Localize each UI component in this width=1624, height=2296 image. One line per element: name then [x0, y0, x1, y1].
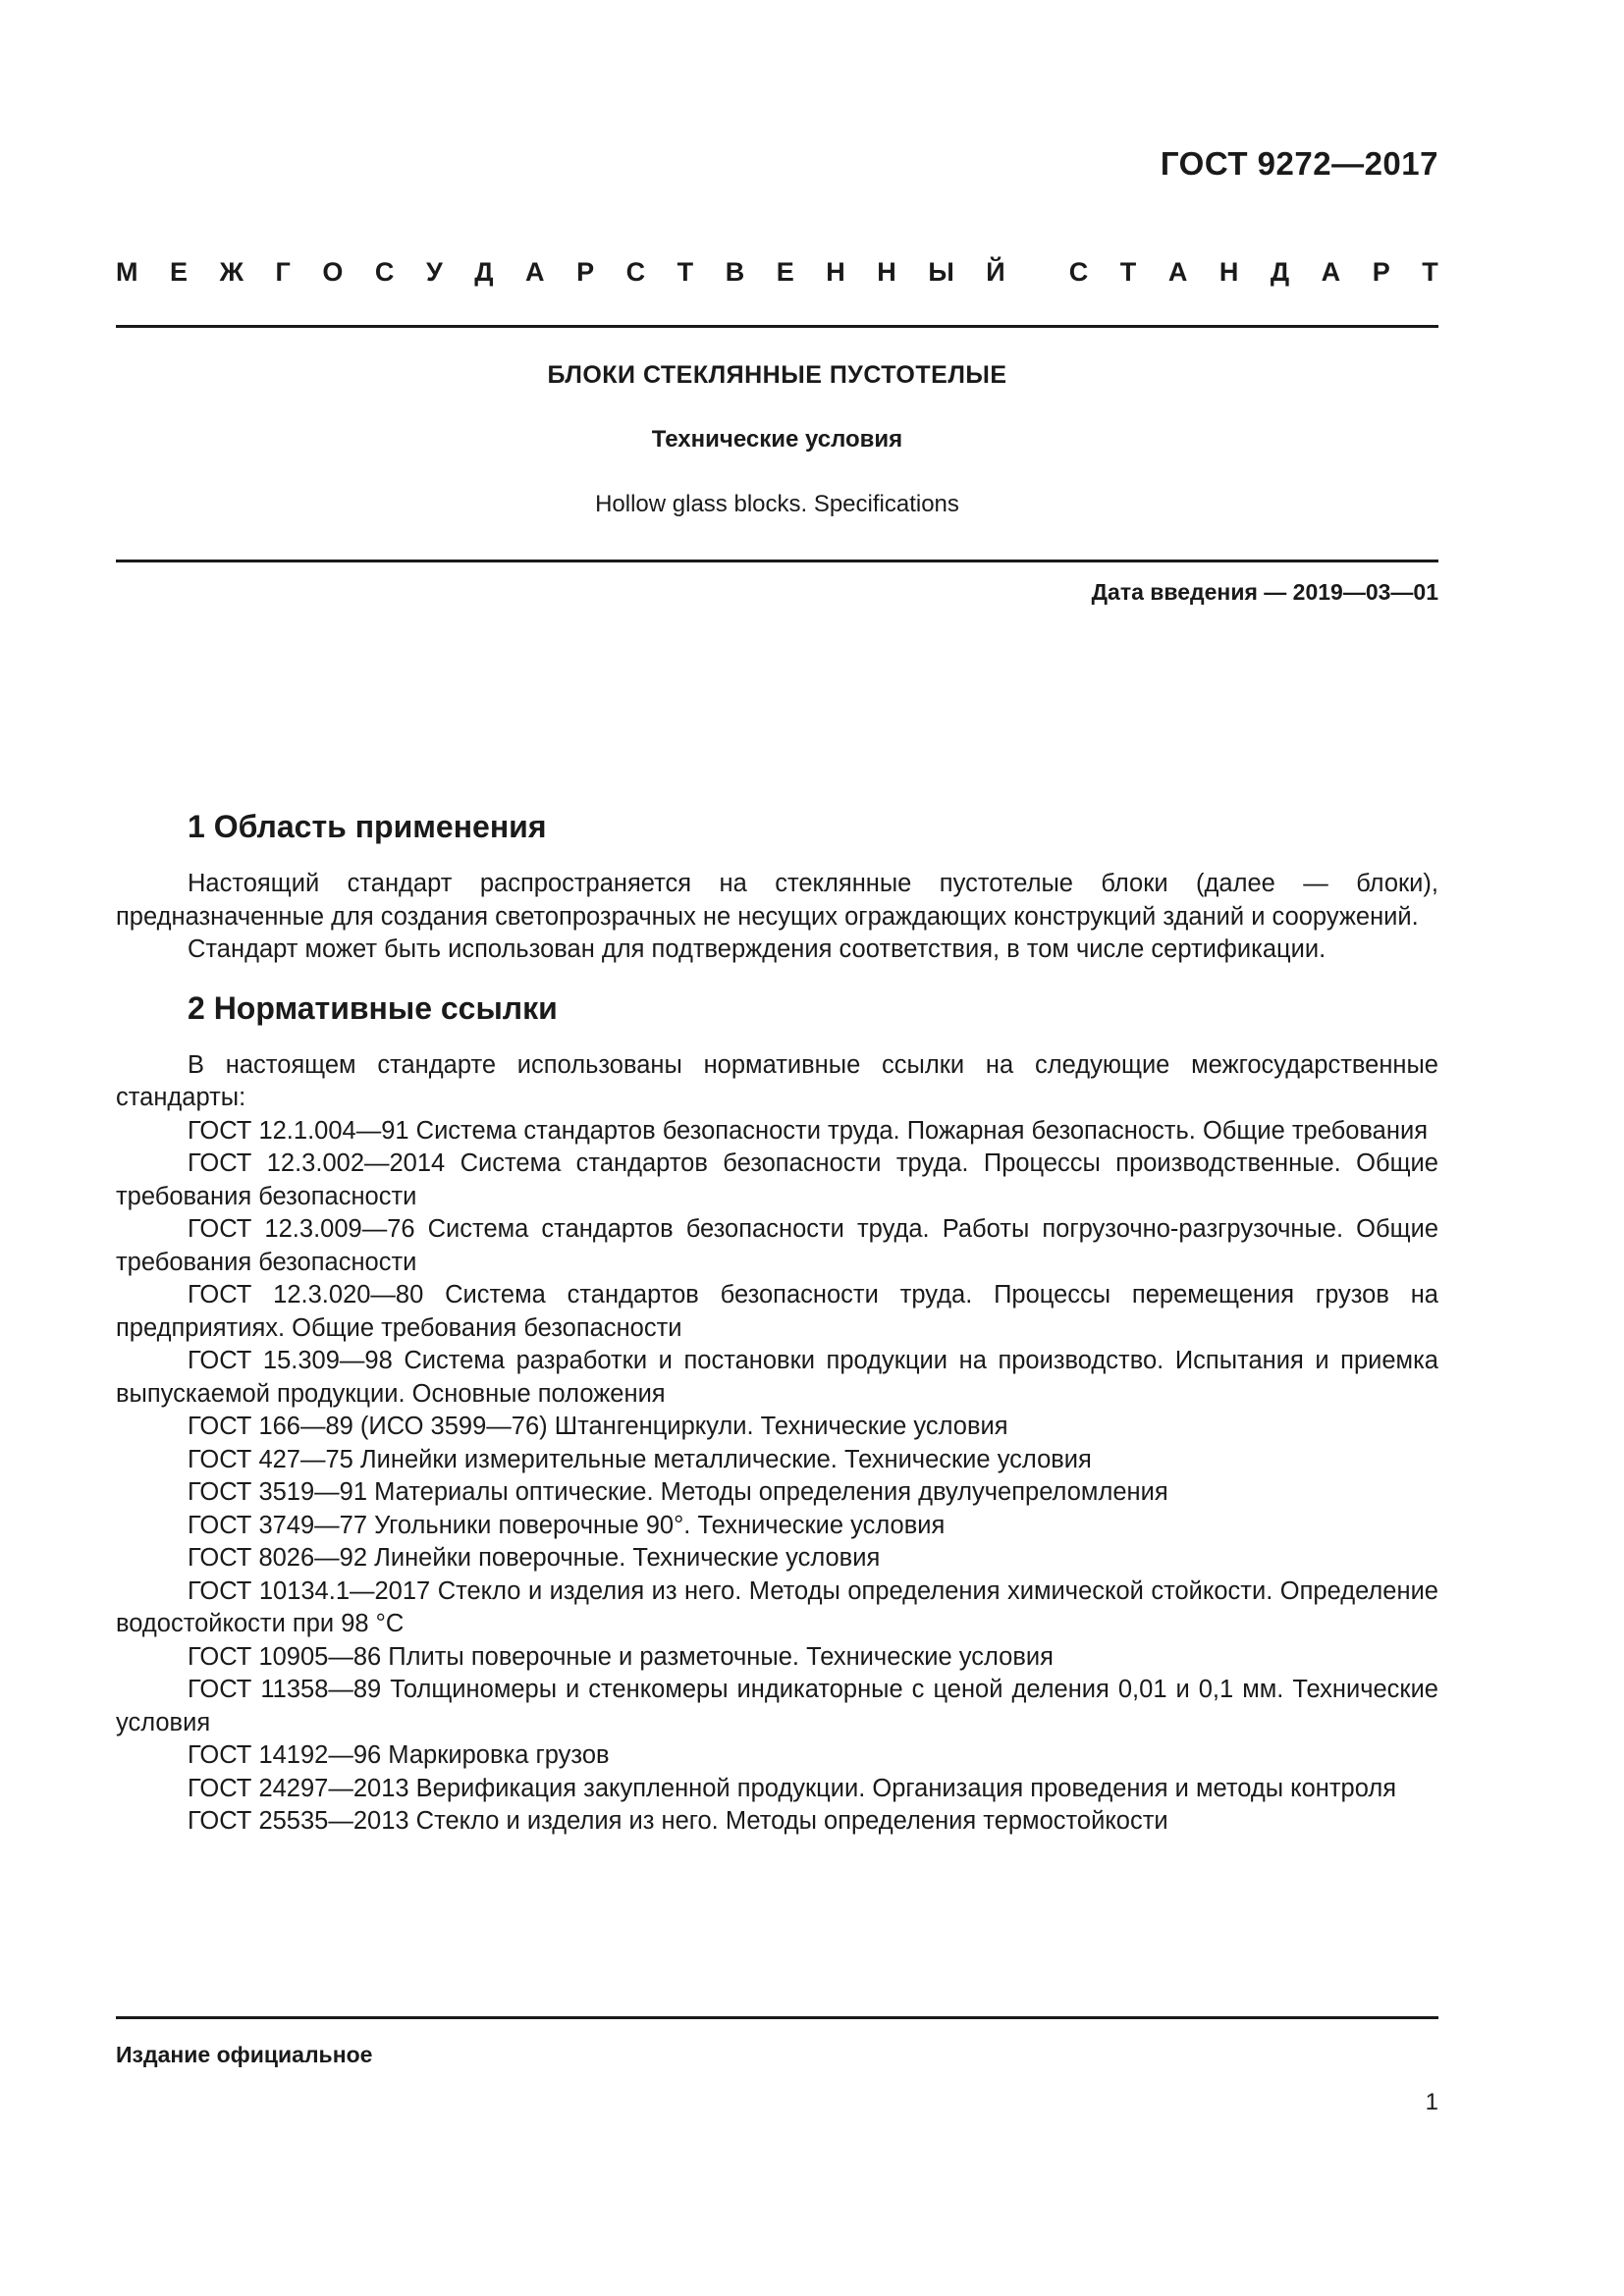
reference-item: ГОСТ 11358—89 Толщиномеры и стенкомеры индикаторные с ценой деления 0,01 и 0,1 мм. Технические условия: [116, 1676, 1438, 1736]
reference-item: ГОСТ 15.309—98 Система разработки и постановки продукции на производство. Испытания и приемка выпускаемой продукции. Основные положения: [116, 1347, 1438, 1408]
section-2-heading: 2 Нормативные ссылки: [188, 989, 558, 1026]
heading-letter: Й: [986, 257, 1005, 287]
heading-letter: Н: [826, 257, 845, 287]
heading-letter: М: [116, 257, 138, 287]
reference-item: ГОСТ 14192—96 Маркировка грузов: [188, 1741, 610, 1769]
reference-item: ГОСТ 12.3.009—76 Система стандартов безопасности труда. Работы погрузочно-разгрузочные. Общие требования безопасности: [116, 1215, 1438, 1276]
document-code: ГОСТ 9272—2017: [1160, 145, 1438, 182]
reference-item: ГОСТ 166—89 (ИСО 3599—76) Штангенциркули. Технические условия: [188, 1413, 1008, 1440]
heading-letter: У: [425, 257, 443, 287]
heading-letter: Т: [1119, 257, 1137, 287]
heading-letter: Г: [275, 257, 291, 287]
heading-letter: Н: [1218, 257, 1239, 287]
official-edition-label: Издание официальное: [116, 2042, 373, 2067]
reference-item: ГОСТ 3749—77 Угольники поверочные 90°. Технические условия: [188, 1511, 946, 1539]
section-1-heading: 1 Область применения: [188, 809, 547, 844]
reference-item: ГОСТ 8026—92 Линейки поверочные. Технические условия: [188, 1544, 881, 1572]
reference-item: ГОСТ 427—75 Линейки измерительные металлические. Технические условия: [188, 1445, 1092, 1473]
document-page: [116, 0, 1438, 2296]
reference-item: ГОСТ 10134.1—2017 Стекло и изделия из него. Методы определения химической стойкости. Определение водостойкости при 98 °С: [116, 1576, 1438, 1637]
heading-letter: Т: [1422, 257, 1438, 287]
document-body: [116, 805, 1438, 1839]
document-title-english: Hollow glass blocks. Specifications: [595, 491, 959, 517]
title-rule: [116, 560, 1438, 562]
section-1-paragraph: Стандарт может быть использован для подтверждения соответствия, в том числе сертификации.: [188, 935, 1326, 963]
reference-item: ГОСТ 10905—86 Плиты поверочные и разметочные. Технические условия: [188, 1642, 1054, 1671]
heading-letter: А: [1321, 257, 1341, 287]
reference-item: ГОСТ 12.3.020—80 Система стандартов безопасности труда. Процессы перемещения грузов на предприятиях. Общие требования безопасности: [116, 1281, 1438, 1342]
section-2-intro: В настоящем стандарте использованы нормативные ссылки на следующие межгосударственные стандарты:: [116, 1050, 1438, 1111]
page-number: 1: [1425, 2089, 1438, 2115]
document-title: БЛОКИ СТЕКЛЯННЫЕ ПУСТОТЕЛЫЕ: [547, 361, 1007, 389]
document-subtitle: Технические условия: [651, 426, 903, 453]
heading-letter: С: [625, 257, 646, 287]
heading-letter: Р: [576, 257, 595, 287]
heading-letter: Е: [776, 257, 794, 287]
heading-letter: А: [1167, 257, 1188, 287]
heading-letter: Д: [1270, 257, 1290, 287]
footer-rule: [116, 2016, 1438, 2019]
heading-letter: О: [322, 257, 344, 287]
reference-item: ГОСТ 24297—2013 Верификация закупленной продукции. Организация проведения и методы контроля: [188, 1774, 1397, 1802]
heading-letter: С: [1068, 257, 1089, 287]
heading-letter: Н: [877, 257, 896, 287]
heading-letter: Д: [474, 257, 494, 287]
heading-letter: В: [725, 257, 745, 287]
header-rule: [116, 325, 1438, 328]
interstate-standard-heading: [116, 257, 1438, 288]
heading-letter: Р: [1372, 257, 1390, 287]
reference-item: ГОСТ 12.1.004—91 Система стандартов безопасности труда. Пожарная безопасность. Общие требования: [188, 1116, 1428, 1145]
heading-letter: Т: [677, 257, 694, 287]
reference-item: ГОСТ 3519—91 Материалы оптические. Методы определения двулучепреломления: [188, 1478, 1168, 1506]
heading-letter: С: [374, 257, 395, 287]
heading-letter: Ж: [219, 257, 244, 287]
heading-letter: Ы: [928, 257, 954, 287]
normative-references-list: [116, 1115, 1438, 1839]
heading-letter: А: [525, 257, 545, 287]
effective-date: Дата введения — 2019—03—01: [1091, 579, 1438, 605]
reference-item: ГОСТ 25535—2013 Стекло и изделия из него. Методы определения термостойкости: [188, 1807, 1168, 1835]
section-1-paragraph: Настоящий стандарт распространяется на стеклянные пустотелые блоки (далее — блоки), предназначенные для создания светопрозрачных не несущих ограждающих конструкций зданий и сооружений.: [116, 870, 1438, 931]
heading-letter: Е: [170, 257, 189, 287]
reference-item: ГОСТ 12.3.002—2014 Система стандартов безопасности труда. Процессы производственные. Общие требования безопасности: [116, 1149, 1438, 1210]
